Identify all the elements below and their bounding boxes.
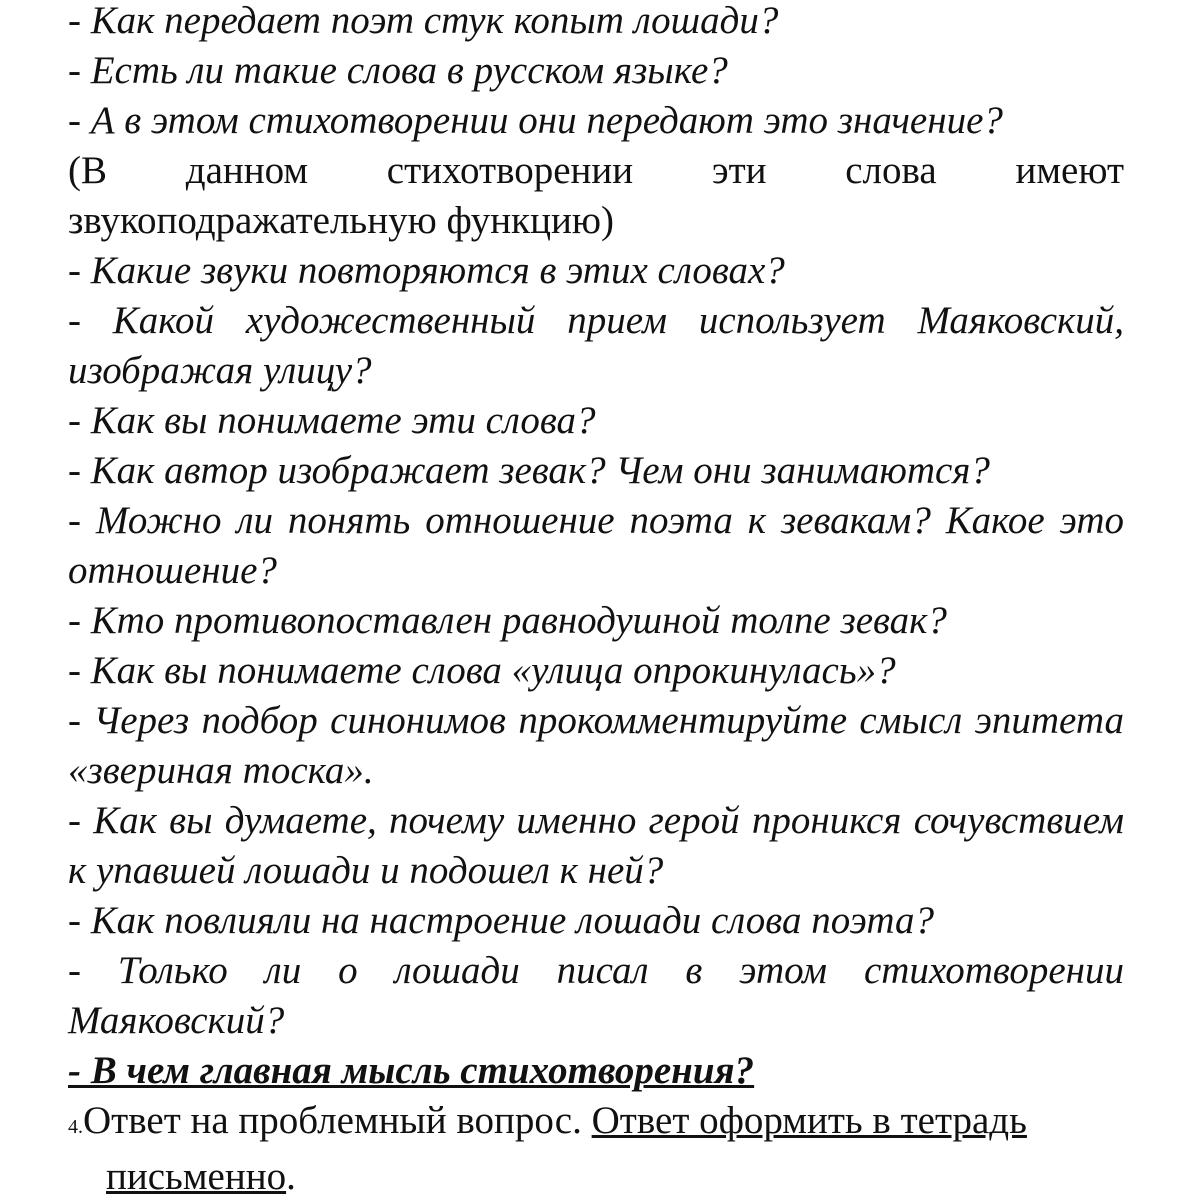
document-page	[68, 0, 1124, 1202]
item-underlined-text-cont: письменно	[106, 1155, 287, 1198]
question: - Как вы думаете, почему именно герой проникся сочувствием к упавшей лошади и подошел к ней?	[68, 799, 1124, 892]
question: - Как вы понимаете эти слова?	[68, 399, 596, 442]
main-question-text: - В чем главная мысль стихотворения?	[68, 1049, 755, 1092]
item-underlined-text: Ответ оформить в тетрадь	[591, 1099, 1027, 1142]
question: - Как автор изображает зевак? Чем они занимаются?	[68, 449, 990, 492]
question: - Какой художественный прием использует Маяковский, изображая улицу?	[68, 299, 1124, 392]
question: - Через подбор синонимов прокомментируйте смысл эпитета «звериная тоска».	[68, 699, 1124, 792]
question: - Только ли о лошади писал в этом стихотворении Маяковский?	[68, 949, 1124, 1042]
item-text: Ответ на проблемный вопрос.	[83, 1099, 592, 1142]
question: - Как вы понимаете слова «улица опрокинулась»?	[68, 649, 896, 692]
question: - Какие звуки повторяются в этих словах?	[68, 249, 785, 292]
question: - Как повлияли на настроение лошади слова поэта?	[68, 899, 934, 942]
question: - Кто противопоставлен равнодушной толпе зевак?	[68, 599, 947, 642]
main-question	[68, 1046, 1124, 1096]
answer-note: (В данном стихотворении эти слова имеют звукоподражательную функцию)	[68, 149, 1124, 242]
item-number: 4.	[68, 1116, 83, 1138]
question: - Можно ли понять отношение поэта к зевакам? Какое это отношение?	[68, 499, 1124, 592]
question: - Как передает поэт стук копыт лошади?	[68, 0, 779, 42]
question: - Есть ли такие слова в русском языке?	[68, 49, 728, 92]
question: - А в этом стихотворении они передают это значение?	[68, 99, 1003, 142]
item-end: .	[286, 1155, 296, 1198]
list-item-4	[68, 1096, 1124, 1202]
